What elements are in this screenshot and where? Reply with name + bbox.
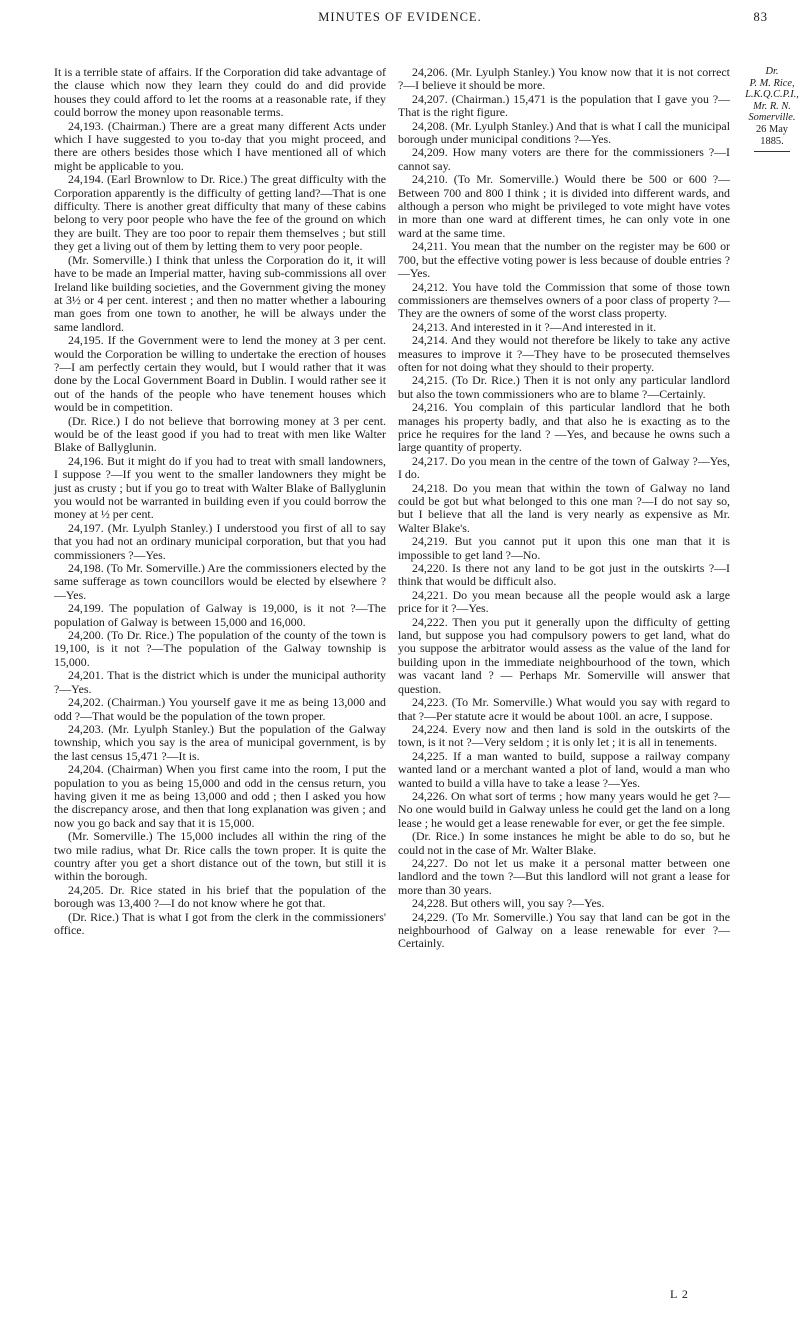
sidebar-line: L.K.Q.C.P.I., [745,89,799,101]
paragraph: 24,216. You complain of this particular landlord that he both manages his property badly, and that also he is exacting as to the price he requires for the land ? —Yes, and because he owns such a large quantity of property. [398,400,730,455]
sidebar-line: Mr. R. N. [753,100,791,112]
paragraph: 24,219. But you cannot put it upon this one man that it is impossible to get land ?—No. [398,534,730,562]
paragraph: 24,200. (To Dr. Rice.) The population of the county of the town is 19,100, is it not ?—The population of the Galway township is 15,000. [54,628,386,669]
paragraph: 24,214. And they would not therefore be likely to take any active measures to improve it ?—They have to be prosecuted themselves often for not doing what they should to their property. [398,333,730,374]
paragraph: 24,210. (To Mr. Somerville.) Would there be 500 or 600 ?—Between 700 and 800 I think ; it is divided into different wards, and although a person who might be privileged to vote might have votes in more than one ward at different times, he can only vote in one ward at the same time. [398,172,730,240]
paragraph: 24,193. (Chairman.) There are a great many different Acts under which I have suggested to you to-day that you might proceed, and there are others besides those which I have mentioned all of which might be applicable to you. [54,118,386,173]
paragraph: 24,220. Is there not any land to be got just in the outskirts ?—I think that would be difficult also. [398,561,730,589]
paragraph: 24,217. Do you mean in the centre of the town of Galway ?—Yes, I do. [398,453,730,482]
paragraph: 24,218. Do you mean that within the town of Galway no land could be got but what belonged to this one man ?—I do not say so, but I believe that all the land is very nearly as expensive as Mr. Walter Blake's. [398,480,730,535]
paragraph: 24,229. (To Mr. Somerville.) You say that land can be got in the neighbourhood of Galway on a lease renewable for ever ?—Certainly. [398,909,730,951]
paragraph: 24,203. (Mr. Lyulph Stanley.) But the population of the Galway township, which you say is the area of municipal government, is by the last census 15,471 ?—It is. [54,721,386,763]
paragraph: 24,222. Then you put it generally upon the difficulty of getting land, but suppose you had compulsory powers to get land, what do you suppose the arbitrator would assess as the value of the land for building upon in the immediate neighbourhood of the town, which was vacant land ? — Perhaps Mr. Somerville will answer that question. [398,614,730,696]
paragraph: 24,209. How many voters are there for the commissioners ?—I cannot say. [398,145,730,173]
paragraph: 24,199. The population of Galway is 19,000, is it not ?—The population of Galway is between 15,000 and 16,000. [54,601,386,629]
paragraph: 24,202. (Chairman.) You yourself gave it me as being 13,000 and odd ?—That would be the population of the town proper. [54,695,386,723]
paragraph: 24,196. But it might do if you had to treat with small landowners, I suppose ?—If you went to the smaller landowners they might be just as crusty ; but if you go to treat with Walter Blake of Ballyglunin you would not be warranted in building even if you could borrow the money at ½ per cent. [54,453,386,522]
sidebar-date: 26 May 1885. [755,123,789,147]
paragraph: 24,226. On what sort of terms ; how many years would he get ?—No one would build in Galway unless he could get the land on a long lease ; he would get a lease renewable for ever, or get the fee simple. [398,788,730,830]
paragraph: (Dr. Rice.) I do not believe that borrowing money at 3 per cent. would be of the least good if you had to treat with men like Walter Blake of Ballyglunin. [54,413,386,455]
paragraph: 24,227. Do not let us make it a personal matter between one landlord and the town ?—But this landlord will not grant a lease for more than 30 years. [398,855,730,897]
paragraph: 24,204. (Chairman) When you first came into the room, I put the population to you as being 15,000 and odd in the census return, you having given it me as being 13,000 and odd ; then I asked you how the discrepancy arose, and then that long explanation was given ; and now you go back and say that it is 15,000. [54,762,386,830]
paragraph: 24,207. (Chairman.) 15,471 is the population that I gave you ?—That is the right figure. [398,91,730,120]
paragraph: 24,228. But others will, you say ?—Yes. [412,896,605,911]
paragraph: It is a terrible state of affairs. If the Corporation did take advantage of the clause which now they learn they could do and did provide houses they could afford to let the rooms at a reasonable rate, if they could borrow the money upon reasonable terms. [54,65,386,120]
paragraph: 24,215. (To Dr. Rice.) Then it is not only any particular landlord but also the town commissioners who are to blame ?—Certainly. [398,373,730,401]
paragraph: 24,206. (Mr. Lyulph Stanley.) You know now that it is not correct ?—I believe it should be more. [398,65,730,93]
witness-sidebar [744,66,800,152]
paragraph: (Mr. Somerville.) I think that unless the Corporation do it, it will have to be made an Imperial matter, having sub-commissions all over Ireland like building societies, and the Government giving the money at 3½ or 4 per cent. interest ; and then no matter whether a labouring man goes from one town to another, he will be always under the same landlord. [54,252,386,334]
paragraph: 24,212. You have told the Commission that some of those town commissioners are themselves owners of a poor class of property ?—They are the owners of some of the worst class property. [398,279,730,321]
running-title: MINUTES OF EVIDENCE. [318,10,482,24]
paragraph: (Mr. Somerville.) The 15,000 includes all within the ring of the two mile radius, what Dr. Rice calls the town proper. It is quite the country after you get a short distance out of the town, but still it is within the borough. [54,829,386,884]
paragraph: 24,223. (To Mr. Somerville.) What would you say with regard to that ?—Per statute acre it would be about 100l. an acre, I suppose. [398,695,730,723]
sidebar-line: Dr. [765,66,779,77]
sidebar-rule [754,151,790,152]
paragraph: 24,197. (Mr. Lyulph Stanley.) I understood you first of all to say that you had not an ordinary municipal corporation, but that you had commissioners ?—Yes. [54,520,386,562]
paragraph: 24,221. Do you mean because all the people would ask a large price for it ?—Yes. [398,587,730,616]
paragraph: 24,208. (Mr. Lyulph Stanley.) And that is what I call the municipal borough under municipal conditions ?—Yes. [398,118,730,147]
paragraph: 24,205. Dr. Rice stated in his brief that the population of the borough was 13,400 ?—I do not know where he got that. [54,882,386,911]
page-header [0,6,800,30]
paragraph: 24,224. Every now and then land is sold in the outskirts of the town, is it not ?—Very seldom ; it is only let ; it is all in tenements. [398,721,730,750]
right-column [398,66,730,951]
paragraph: 24,195. If the Government were to lend the money at 3 per cent. would the Corporation be willing to undertake the erection of houses ?—I am perfectly certain they would, but I would rather that it was done by the Local Government Board in Dublin. I would rather see it out of the hands of the people who have tenement houses which would be in competition. [54,333,386,415]
paragraph: 24,194. (Earl Brownlow to Dr. Rice.) The great difficulty with the Corporation apparently is the difficulty of getting land?—That is one difficulty. There is another great difficulty that many of these cabins belong to very poor people who have the fee of the ground on which they are built. They are too poor to repair them themselves ; but still they get a living out of them by letting them to very poor people. [54,172,386,254]
paragraph: (Dr. Rice.) That is what I got from the clerk in the commissioners' office. [54,909,386,937]
page-number: 83 [753,10,768,24]
sidebar-line: P. M. Rice, [749,77,795,89]
paragraph: (Dr. Rice.) In some instances he might be able to do so, but he could not in the case of Mr. Walter Blake. [398,829,730,857]
paragraph: 24,201. That is the district which is under the municipal authority ?—Yes. [54,668,386,696]
left-column [54,66,386,937]
paragraph: 24,211. You mean that the number on the register may be 600 or 700, but the effective voting power is less because of double entries ?—Yes. [398,239,730,281]
paragraph: 24,213. And interested in it ?—And interested in it. [412,319,657,334]
signature-mark: L 2 [670,1287,689,1301]
paragraph: 24,225. If a man wanted to build, suppose a railway company wanted land or a merchant wanted a plot of land, would a man who wanted to build a villa have to take a lease ?—Yes. [398,748,730,790]
sidebar-line: Somerville. [748,112,796,124]
paragraph: 24,198. (To Mr. Somerville.) Are the commissioners elected by the same sufferage as town councillors would be elected by elsewhere ?—Yes. [54,561,386,602]
